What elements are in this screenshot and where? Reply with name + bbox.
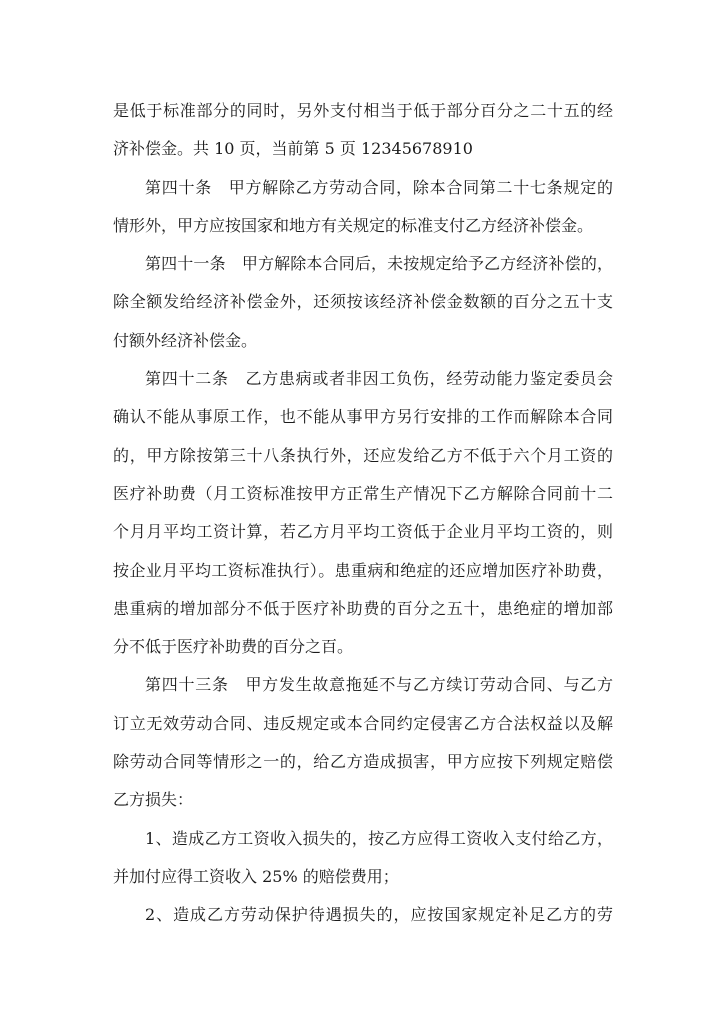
text-line: 第四十条 甲方解除乙方劳动合同，除本合同第二十七条规定的 [145, 177, 613, 197]
text-line: 是低于标准部分的同时，另外支付相当于低于部分百分之二十五的经 [113, 101, 613, 120]
text-line: 医疗补助费（月工资标准按甲方正常生产情况下乙方解除合同前十二 [113, 483, 613, 503]
text-line: 除全额发给经济补偿金外，还须按该经济补偿金数额的百分之五十支 [113, 292, 613, 312]
text-line: 订立无效劳动合同、违反规定或本合同约定侵害乙方合法权益以及解 [113, 713, 613, 733]
text-line: 患重病的增加部分不低于医疗补助费的百分之五十，患绝症的增加部 [113, 598, 613, 618]
text-line: 2、造成乙方劳动保护待遇损失的，应按国家规定补足乙方的劳 [145, 905, 613, 925]
text-line: 个月月平均工资计算，若乙方月平均工资低于企业月平均工资的，则 [113, 522, 613, 542]
text-line: 第四十一条 甲方解除本合同后，未按规定给予乙方经济补偿的， [145, 254, 613, 274]
text-line: 情形外，甲方应按国家和地方有关规定的标准支付乙方经济补偿金。 [113, 215, 594, 235]
text-line: 确认不能从事原工作，也不能从事甲方另行安排的工作而解除本合同 [113, 407, 613, 427]
text-line: 济补偿金。共 10 页，当前第 5 页 12345678910 [113, 139, 473, 159]
text-line: 按企业月平均工资标准执行）。患重病和绝症的还应增加医疗补助费， [113, 560, 613, 580]
text-line: 并加付应得工资收入 25% 的赔偿费用； [113, 866, 399, 886]
document-body [113, 92, 613, 935]
text-line: 1、造成乙方工资收入损失的，按乙方应得工资收入支付给乙方， [145, 828, 613, 848]
text-line: 付额外经济补偿金。 [113, 330, 258, 350]
text-line: 第四十二条 乙方患病或者非因工负伤，经劳动能力鉴定委员会 [145, 369, 613, 389]
text-line: 乙方损失： [113, 790, 194, 810]
text-line: 第四十三条 甲方发生故意拖延不与乙方续订劳动合同、与乙方 [145, 675, 613, 695]
text-line: 的，甲方除按第三十八条执行外，还应发给乙方不低于六个月工资的 [113, 445, 613, 465]
text-line: 除劳动合同等情形之一的，给乙方造成损害，甲方应按下列规定赔偿 [113, 752, 613, 772]
text-line: 分不低于医疗补助费的百分之百。 [113, 637, 354, 657]
